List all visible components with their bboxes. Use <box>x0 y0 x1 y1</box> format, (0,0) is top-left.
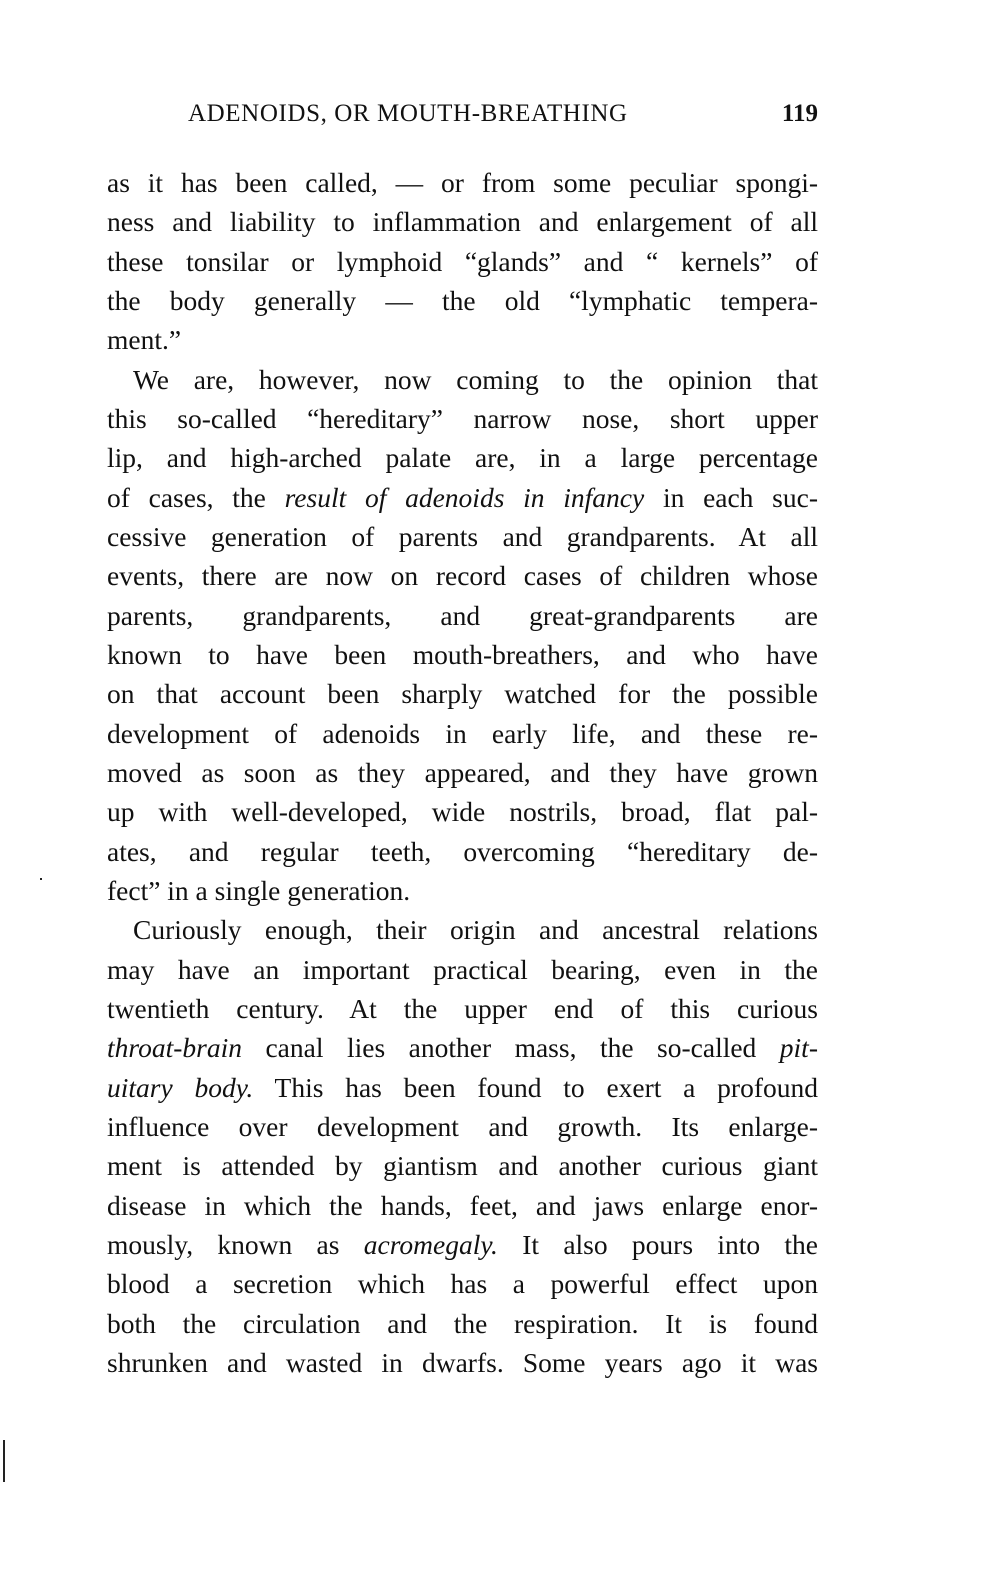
text-segment: events, there are now on record cases of children whose <box>107 560 818 592</box>
text-line <box>107 1264 818 1303</box>
text-line <box>107 674 818 713</box>
text-line <box>107 714 818 753</box>
text-line <box>107 517 818 556</box>
text-line <box>107 596 818 635</box>
text-segment: blood a secretion which has a powerful effect upon <box>107 1268 818 1300</box>
text-segment: mously, known as <box>107 1228 364 1260</box>
text-segment: of cases, the <box>107 481 285 513</box>
text-segment: on that account been sharply watched for the possible <box>107 678 818 710</box>
text-line <box>107 399 818 438</box>
italic-text: throat-brain <box>107 1032 242 1064</box>
text-line <box>107 1186 818 1225</box>
text-line <box>107 438 818 477</box>
text-segment: parents, grandparents, and great-grandparents are <box>107 599 818 631</box>
text-segment: may have an important practical bearing, even in the <box>107 953 818 985</box>
text-segment: fect” in a single generation. <box>107 874 411 906</box>
text-line <box>107 478 818 517</box>
text-line <box>107 360 818 399</box>
running-head-title: ADENOIDS, OR MOUTH-BREATHING <box>188 100 628 127</box>
text-line <box>107 163 818 202</box>
text-line <box>107 1146 818 1185</box>
text-line <box>107 832 818 871</box>
text-segment: known to have been mouth-breathers, and who have <box>107 638 818 670</box>
text-segment: ates, and regular teeth, overcoming “hereditary de- <box>107 835 818 867</box>
text-segment: It also pours into the <box>497 1228 818 1260</box>
text-segment: up with well-developed, wide nostrils, broad, flat pal- <box>107 796 818 828</box>
text-line <box>107 871 818 910</box>
text-segment: these tonsilar or lymphoid “glands” and “ kernels” of <box>107 245 818 277</box>
text-line <box>107 1068 818 1107</box>
italic-text: result of adenoids in infancy <box>284 481 645 513</box>
italic-text: acromegaly. <box>363 1228 498 1260</box>
text-line <box>107 320 818 359</box>
text-segment: influence over development and growth. Its enlarge- <box>107 1110 818 1142</box>
text-line <box>107 1028 818 1067</box>
text-segment: development of adenoids in early life, and these re- <box>107 717 818 749</box>
italic-text: uitary body. <box>107 1071 254 1103</box>
text-line <box>107 635 818 674</box>
text-segment: ness and liability to inflammation and enlargement of all <box>107 206 818 238</box>
scan-speck <box>40 878 42 880</box>
text-line <box>107 753 818 792</box>
text-segment: ment is attended by giantism and another curious giant <box>107 1150 818 1182</box>
text-segment: both the circulation and the respiration. It is found <box>107 1307 818 1339</box>
text-segment: canal lies another mass, the so-called <box>241 1032 780 1064</box>
text-segment: the body generally — the old “lymphatic tempera- <box>107 284 818 316</box>
text-line <box>107 1343 818 1382</box>
text-line <box>107 556 818 595</box>
text-segment: cessive generation of parents and grandparents. At all <box>107 520 818 552</box>
text-segment: shrunken and wasted in dwarfs. Some years ago it was <box>107 1346 818 1378</box>
text-line <box>107 950 818 989</box>
text-line <box>107 1107 818 1146</box>
page-number: 119 <box>781 100 818 127</box>
text-line <box>107 792 818 831</box>
italic-text: pit- <box>779 1032 818 1064</box>
scan-speck <box>3 1440 5 1482</box>
body-text <box>107 163 818 1382</box>
text-segment: moved as soon as they appeared, and they have grown <box>107 756 818 788</box>
text-segment: in each suc- <box>644 481 818 513</box>
text-segment: lip, and high-arched palate are, in a large percentage <box>107 442 818 474</box>
text-line <box>107 1225 818 1264</box>
running-head <box>188 100 818 134</box>
text-line <box>107 281 818 320</box>
text-segment: Curiously enough, their origin and ancestral relations <box>133 914 818 946</box>
text-segment: twentieth century. At the upper end of this curious <box>107 992 818 1024</box>
text-segment: this so-called “hereditary” narrow nose, short upper <box>107 402 818 434</box>
text-line <box>107 1304 818 1343</box>
text-segment: This has been found to exert a profound <box>253 1071 818 1103</box>
text-line <box>107 202 818 241</box>
text-segment: as it has been called, — or from some peculiar spongi- <box>107 167 818 198</box>
text-line <box>107 242 818 281</box>
text-segment: We are, however, now coming to the opinion that <box>133 363 818 395</box>
text-line <box>107 910 818 949</box>
text-line <box>107 989 818 1028</box>
text-segment: disease in which the hands, feet, and jaws enlarge enor- <box>107 1189 818 1221</box>
text-segment: ment.” <box>107 324 182 356</box>
